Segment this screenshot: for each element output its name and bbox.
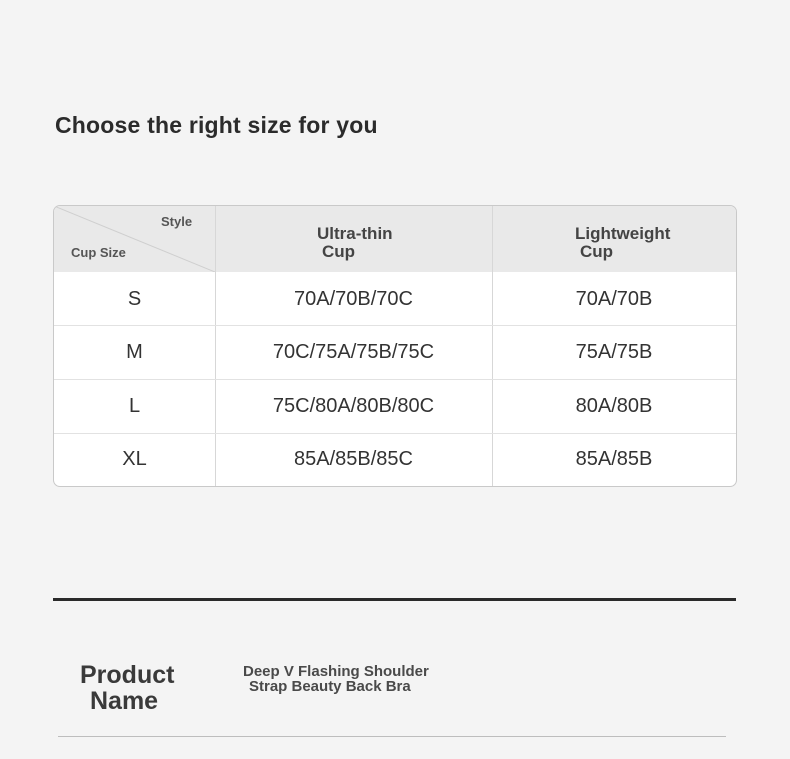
lightweight-cell: 85A/85B	[575, 448, 653, 470]
ultra-thin-cell: 70A/70B/70C	[294, 288, 413, 310]
table-header-row	[54, 206, 736, 272]
size-chart-table	[53, 205, 737, 487]
cup-size-axis-label: Cup Size	[71, 245, 126, 260]
lightweight-cell: 75A/75B	[575, 341, 653, 363]
size-cell: M	[126, 341, 143, 363]
page-title: Choose the right size for you	[55, 112, 378, 138]
column-header-ultra-thin: Ultra-thin Cup	[317, 224, 393, 261]
size-cell: S	[127, 288, 142, 310]
section-divider	[53, 598, 736, 601]
size-cell: L	[128, 395, 141, 417]
lightweight-cell: 70A/70B	[575, 288, 653, 310]
size-cell: XL	[122, 448, 147, 470]
product-name-value: Deep V Flashing Shoulder Strap Beauty Back Bra	[243, 663, 429, 695]
bottom-divider	[58, 736, 726, 737]
ultra-thin-cell: 75C/80A/80B/80C	[272, 395, 435, 417]
ultra-thin-cell: 70C/75A/75B/75C	[272, 341, 435, 363]
ultra-thin-cell: 85A/85B/85C	[294, 448, 413, 470]
column-header-lightweight: Lightweight Cup	[575, 224, 671, 261]
style-axis-label: Style	[161, 214, 193, 229]
product-name-label: Product Name	[80, 661, 175, 715]
lightweight-cell: 80A/80B	[575, 395, 653, 417]
corner-header-cell	[54, 206, 215, 272]
